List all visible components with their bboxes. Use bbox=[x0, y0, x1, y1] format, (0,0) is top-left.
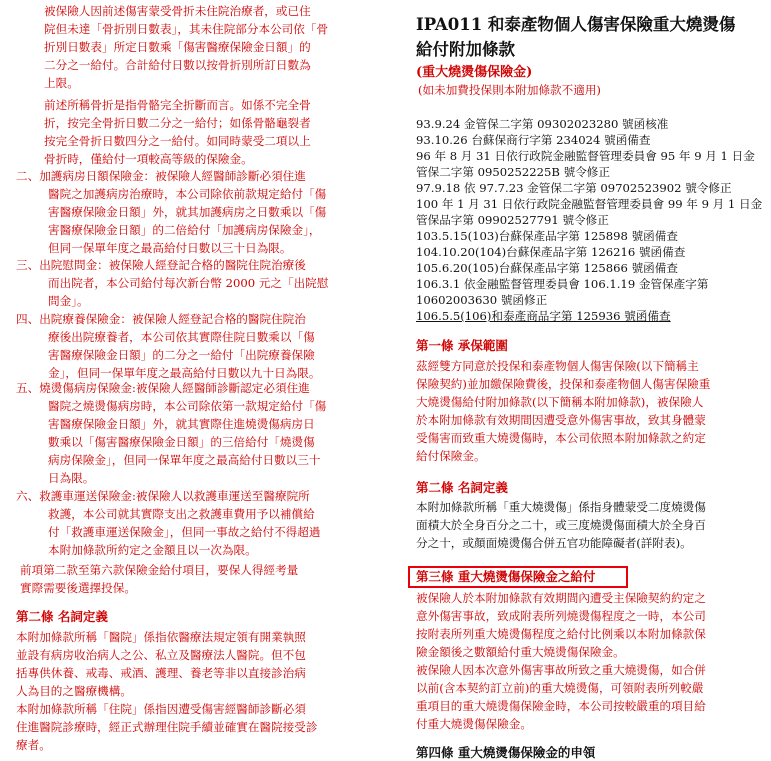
approval-line: 106.3.1 依金融監督管理委員會 106.1.19 金管保產字第 bbox=[416, 277, 709, 291]
text-line: 面積大於全身百分之二十，或三度燒燙傷面積大於全身百 bbox=[416, 518, 706, 532]
approval-line: 106.5.5(106)和泰產商品字第 125936 號函備查 bbox=[416, 309, 671, 323]
text-line: 給付保險金。 bbox=[416, 449, 486, 463]
text-line: 日為限。 bbox=[48, 471, 95, 485]
text-line: 但同一保單年度之最高給付日數以三十日為限。 bbox=[48, 241, 292, 255]
text-line: 救護，本公司就其實際支出之救護車費用予以補償給 bbox=[48, 507, 315, 521]
text-line: 療後出院療養者，本公司依其實際住院日數乘以「傷 bbox=[48, 330, 315, 344]
article-heading: 第四條 重大燒燙傷保險金的申領 bbox=[416, 745, 596, 760]
approval-line: 96 年 8 月 31 日依行政院金融監督管理委員會 95 年 9 月 1 日金 bbox=[416, 149, 755, 163]
approval-line: 93.9.24 金管保二字第 09302023280 號函核准 bbox=[416, 117, 669, 131]
text-line: 被保險人因前述傷害蒙受骨折未住院治療者，或已住 bbox=[44, 4, 311, 18]
article-heading: 第二條 名詞定義 bbox=[16, 609, 108, 624]
article-heading: 第一條 承保範圍 bbox=[416, 338, 508, 353]
text-line: 五、燒燙傷病房保險金:被保險人經醫師診斷認定必須住進 bbox=[16, 381, 310, 395]
text-line: 住進醫院診療時，經正式辦理住院手續並確實在醫院接受診 bbox=[16, 720, 318, 734]
text-line: 而出院者，本公司給付每次新台幣 2000 元之「出院慰 bbox=[48, 276, 329, 290]
text-line: 本附加條款所約定之金額且以一次為限。 bbox=[48, 543, 257, 557]
text-line: 本附加條款所稱「醫院」係指依醫療法規定領有開業執照 bbox=[16, 630, 306, 644]
approval-line: 管保品字第 09902527791 號令修正 bbox=[416, 213, 609, 227]
text-line: 以前(含本契約訂立前)的重大燒燙傷，可領附表所列較嚴 bbox=[416, 681, 704, 695]
text-line: 前項第二款至第六款保險金給付項目，要保人得經考量 bbox=[20, 563, 299, 577]
text-line: 實際需要後選擇投保。 bbox=[20, 581, 136, 595]
text-line: 害醫療保險金日額」外，就其實際住進燒燙傷病房日 bbox=[48, 417, 315, 431]
text-line: 人為目的之醫療機構。 bbox=[16, 684, 132, 698]
text-line: 本附加條款所稱「住院」係指因遭受傷害經醫師診斷必須 bbox=[16, 702, 306, 716]
text-line: 三、出院慰問金：被保險人經登記合格的醫院住院治療後 bbox=[16, 258, 306, 272]
text-line: 於本附加條款有效期間因遭受意外傷害事故，致其身體蒙 bbox=[416, 413, 706, 427]
text-line: 折別日數表」所定日數乘「傷害醫療保險金日額」的 bbox=[44, 40, 311, 54]
text-line: 茲經雙方同意於投保和泰產物個人傷害保險(以下簡稱主 bbox=[416, 359, 699, 373]
title-line: 給付附加條款 bbox=[416, 40, 515, 59]
text-line: 並設有病房收治病人之公、私立及醫療法人醫院。但不包 bbox=[16, 648, 306, 662]
text-line: 六、救護車運送保險金:被保險人以救護車運送至醫療院所 bbox=[16, 489, 310, 503]
text-line: 害醫療保險金日額」的二分之一給付「出院療養保險 bbox=[48, 348, 315, 362]
text-line: 付重大燒燙傷保險金。 bbox=[416, 717, 532, 731]
approval-line: 105.6.20(105)台蘇保產品字第 125866 號函備查 bbox=[416, 261, 678, 275]
text-line: 數乘以「傷害醫療保險金日額」的三倍給付「燒燙傷 bbox=[48, 435, 315, 449]
text-line: 保險契約)並加繳保險費後，投保和泰產物個人傷害保險重 bbox=[416, 377, 711, 391]
approval-line: 93.10.26 台蘇保商行字第 234024 號函備查 bbox=[416, 133, 651, 147]
article-heading: 第二條 名詞定義 bbox=[416, 480, 508, 495]
approval-line: 97.9.18 依 97.7.23 金管保二字第 09702523902 號令修正 bbox=[416, 181, 732, 195]
text-line: 上限。 bbox=[44, 76, 79, 90]
approval-line: 10602003630 號函修正 bbox=[416, 293, 548, 307]
text-line: 意外傷害事故，致成附表所列燒燙傷程度之一時，本公司 bbox=[416, 609, 706, 623]
text-line: 二分之一給付。合計給付日數以按骨折別所訂日數為 bbox=[44, 58, 311, 72]
text-line: 四、出院療養保險金：被保險人經登記合格的醫院住院治 bbox=[16, 312, 306, 326]
text-line: 療者。 bbox=[16, 738, 51, 752]
text-line: 大燒燙傷給付附加條款(以下簡稱本附加條款)，被保險人 bbox=[416, 395, 704, 409]
approval-line: 104.10.20(104)台蘇保產品字第 126216 號函備查 bbox=[416, 245, 686, 259]
text-line: 按完全骨折日數四分之一給付。如同時蒙受二項以上 bbox=[44, 134, 311, 148]
approval-line: 100 年 1 月 31 日依行政院金融監督管理委員會 99 年 9 月 1 日金 bbox=[416, 197, 763, 211]
text-line: 受傷害而致重大燒燙傷時，本公司依照本附加條款之約定 bbox=[416, 431, 706, 445]
text-line: 險金額後之數額給付重大燒燙傷保險金。 bbox=[416, 645, 625, 659]
article-heading-highlighted: 第三條 重大燒燙傷保險金之給付 bbox=[416, 569, 596, 584]
text-line: 問金」。 bbox=[48, 294, 89, 308]
text-line: 醫院之燒燙傷病房時，本公司除依第一款規定給付「傷 bbox=[48, 399, 327, 413]
text-line: 醫院之加護病房治療時，本公司除依前款規定給付「傷 bbox=[48, 187, 327, 201]
text-line: 折，按完全骨折日數二分之一給付；如係骨骼龜裂者 bbox=[44, 116, 311, 130]
text-line: 本附加條款所稱「重大燒燙傷」係指身體蒙受二度燒燙傷 bbox=[416, 500, 706, 514]
approval-line: 103.5.15(103)台蘇保產品字第 125898 號函備查 bbox=[416, 229, 678, 243]
text-line: 括專供休養、戒毒、戒酒、護理、養老等非以直接診治病 bbox=[16, 666, 306, 680]
title-line: IPA011 和泰產物個人傷害保險重大燒燙傷 bbox=[416, 15, 736, 34]
text-line: 分之十，或顏面燒燙傷合併五官功能障礙者(詳附表)。 bbox=[416, 536, 692, 550]
text-line: 害醫療保險金日額」外，就其加護病房之日數乘以「傷 bbox=[48, 205, 327, 219]
subtitle: (重大燒燙傷保險金) bbox=[416, 65, 533, 80]
text-line: 重項目的重大燒燙傷保險金時，本公司按較嚴重的項目給 bbox=[416, 699, 706, 713]
text-line: 院但未達「骨折別日數表」，其未住院部分本公司依「骨 bbox=[44, 22, 329, 36]
text-line: 害醫療保險金日額」的二倍給付「加護病房保險金」， bbox=[48, 223, 321, 237]
text-line: 前述所稱骨折是指骨骼完全折斷而言。如係不完全骨 bbox=[44, 98, 311, 112]
text-line: 按附表所列重大燒燙傷程度之給付比例乘以本附加條款保 bbox=[416, 627, 706, 641]
subtitle-note: (如未加費投保則本附加條款不適用) bbox=[418, 83, 601, 97]
text-line: 付「救護車運送保險金」，但同一事故之給付不得超過 bbox=[48, 525, 321, 539]
text-line: 被保險人因本次意外傷害事故所致之重大燒燙傷，如合併 bbox=[416, 663, 706, 677]
text-line: 骨折時，僅給付一項較高等級的保險金。 bbox=[44, 152, 253, 166]
approval-line: 管保二字第 0950252225B 號令修正 bbox=[416, 165, 610, 179]
text-line: 金」，但同一保單年度之最高給付日數以九十日為限。 bbox=[48, 366, 321, 380]
text-line: 被保險人於本附加條款有效期間內遭受主保險契約約定之 bbox=[416, 591, 706, 605]
text-line: 二、加護病房日額保險金：被保險人經醫師診斷必須住進 bbox=[16, 169, 306, 183]
text-line: 病房保險金」，但同一保單年度之最高給付日數以三十 bbox=[48, 453, 321, 467]
